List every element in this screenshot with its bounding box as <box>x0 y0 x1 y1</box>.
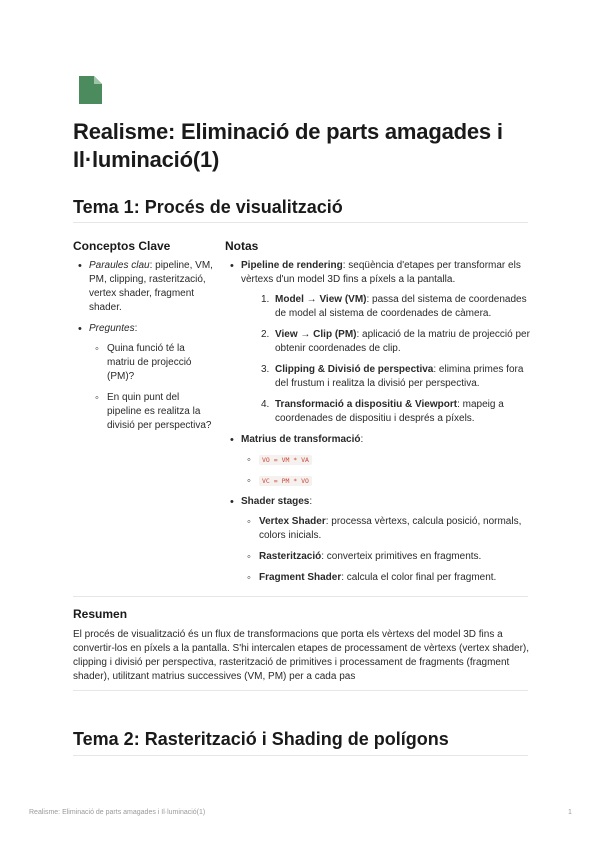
divider <box>73 596 528 597</box>
divider <box>73 690 528 691</box>
divider <box>73 755 528 756</box>
matrix-formula-item <box>241 453 530 467</box>
key-concepts-column <box>73 259 213 433</box>
inline-code: VO = VM * VA <box>259 455 312 465</box>
keywords-text: : pipeline, VM, PM, clipping, rasterització, vertex shader, fragment shader. <box>89 260 213 313</box>
question-item: ◦ Quina funció té la matriu de projecció (PM)? <box>89 342 213 384</box>
shader-stages-label: Shader stages <box>241 496 310 507</box>
pipeline-step: 1. Model → View (VM): passa del sistema de coordenades de model al sistema de coordenades de càmera. <box>261 294 527 319</box>
summary-heading: Resumen <box>73 607 128 621</box>
key-concepts-heading: Conceptos Clave <box>73 239 171 253</box>
pipeline-step: 2. View → Clip (PM): aplicació de la matriu de projecció per obtenir coordenades de clip. <box>261 329 530 354</box>
notes-column <box>225 259 530 585</box>
questions-item: • Preguntes: ◦ Quina funció té la matriu de projecció (PM)? ◦ En quin punt del pipeline es realitza la divisió per perspectiva? <box>73 322 213 433</box>
question-item: ◦ En quin punt del pipeline es realitza la divisió per perspectiva? <box>89 391 213 433</box>
topic-1-heading: Tema 1: Procés de visualització <box>73 197 343 217</box>
shader-stages-item: • Shader stages: ◦ Vertex Shader: processa vèrtexs, calcula posició, normals, colors inicials. ◦ Rasterització: converteix primitives en fragments. ◦ Fragment Shader: calcula el color final per fragment. <box>225 495 530 585</box>
keywords-label: Paraules clau <box>89 260 150 271</box>
pipeline-step: 4. Transformació a dispositiu & Viewport: mapeig a coordenades de dispositiu i després a píxels. <box>261 399 504 424</box>
matrices-item: • Matrius de transformació: ◦ VO = VM * VA ◦ VC = PM * VO <box>225 433 530 488</box>
page-title: Realisme: Eliminació de parts amagades i Il·luminació(1) <box>73 119 503 172</box>
notes-heading: Notas <box>225 239 259 253</box>
matrix-formula-item <box>241 474 530 488</box>
matrices-label: Matrius de transformació <box>241 434 361 445</box>
shader-stage: ◦ Vertex Shader: processa vèrtexs, calcula posició, normals, colors inicials. <box>241 515 530 543</box>
topic-2-heading: Tema 2: Rasterització i Shading de polígons <box>73 729 449 749</box>
document-icon <box>79 76 102 104</box>
shader-stage: ◦ Fragment Shader: calcula el color final per fragment. <box>241 571 530 585</box>
keywords-item <box>73 259 213 315</box>
pipeline-item: • Pipeline de rendering: seqüència d'etapes per transformar els vèrtexs d'un model 3D fins a píxels a la pantalla. 1. Model → View (VM): passa del sistema de coordenades de model al sistema de coordenades de càmera. 2. View → Clip (PM): aplicació de la matriu de projecció per obtenir coordenades de clip. 3. Clipping & Divisió de perspectiva: elimina primes fora del frustum i realitza la divisió per perspectiva. 4. Transformació a dispositiu & Viewport: mapeig a coordenades de dispositiu i després a píxels. <box>225 259 530 426</box>
summary-text: El procés de visualització és un flux de transformacions que porta els vèrtexs del model 3D fins a convertir-los en píxels a la pantalla. S'hi intercalen etapes de processament de vèrtexs (vertex shader), clipping i divisió per perspectiva, rasterització de primitives i processament de fragments (fragment shader), utilitzant matrius successives (VM, PM) per a cada pas <box>73 629 530 682</box>
shader-stage: ◦ Rasterització: converteix primitives en fragments. <box>241 550 530 564</box>
page-number: 1 <box>568 809 572 816</box>
divider <box>73 222 528 223</box>
inline-code: VC = PM * VO <box>259 476 312 486</box>
pipeline-step: 3. Clipping & Divisió de perspectiva: elimina primes fora del frustum i realitza la divisió per perspectiva. <box>261 364 524 389</box>
pipeline-label: Pipeline de rendering <box>241 260 343 271</box>
questions-label: Preguntes <box>89 323 135 334</box>
footer-title: Realisme: Eliminació de parts amagades i Il·luminació(1) <box>29 809 206 816</box>
